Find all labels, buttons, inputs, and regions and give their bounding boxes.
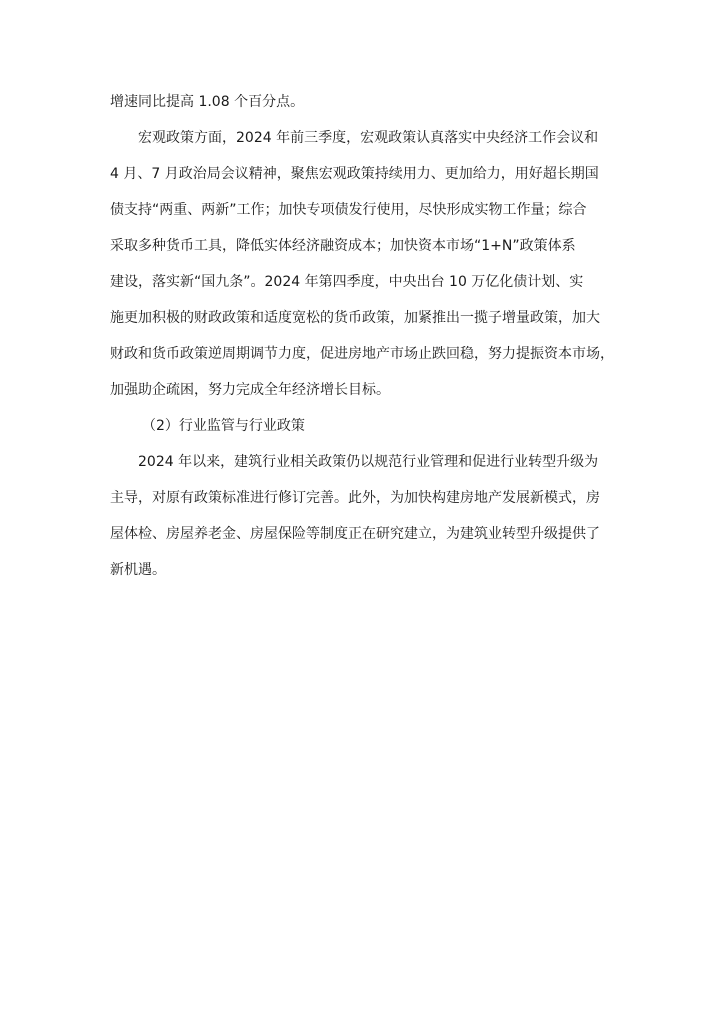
- paragraph-line: 4 月、7 月政治局会议精神，聚焦宏观政策持续用力、更加给力，用好超长期国: [110, 166, 599, 182]
- paragraph-line: 2024 年以来，建筑行业相关政策仍以规范行业管理和促进行业转型升级为: [138, 454, 599, 470]
- paragraph-line: 主导，对原有政策标准进行修订完善。此外，为加快构建房地产发展新模式，房: [110, 490, 600, 506]
- paragraph-line: 宏观政策方面，2024 年前三季度，宏观政策认真落实中央经济工作会议和: [138, 130, 599, 146]
- paragraph-line: 债支持“两重、两新”工作；加快专项债发行使用，尽快形成实物工作量；综合: [110, 202, 587, 218]
- section-heading: （2）行业监管与行业政策: [142, 418, 305, 434]
- paragraph-line: 财政和货币政策逆周期调节力度，促进房地产市场止跌回稳，努力提振资本市场，: [110, 346, 614, 362]
- document-body: [110, 92, 616, 596]
- paragraph-line: 增速同比提高 1.08 个百分点。: [110, 94, 305, 110]
- paragraph-line: 施更加积极的财政政策和适度宽松的货币政策，加紧推出一揽子增量政策，加大: [110, 310, 600, 326]
- paragraph-line: 建设，落实新“国九条”。2024 年第四季度，中央出台 10 万亿化债计划、实: [110, 274, 584, 290]
- paragraph-line: 采取多种货币工具，降低实体经济融资成本；加快资本市场“1+N”政策体系: [110, 238, 576, 254]
- paragraph-line: 屋体检、房屋养老金、房屋保险等制度正在研究建立，为建筑业转型升级提供了: [110, 526, 600, 542]
- paragraph-line: 加强助企疏困，努力完成全年经济增长目标。: [110, 382, 390, 398]
- paragraph-line: 新机遇。: [110, 562, 166, 578]
